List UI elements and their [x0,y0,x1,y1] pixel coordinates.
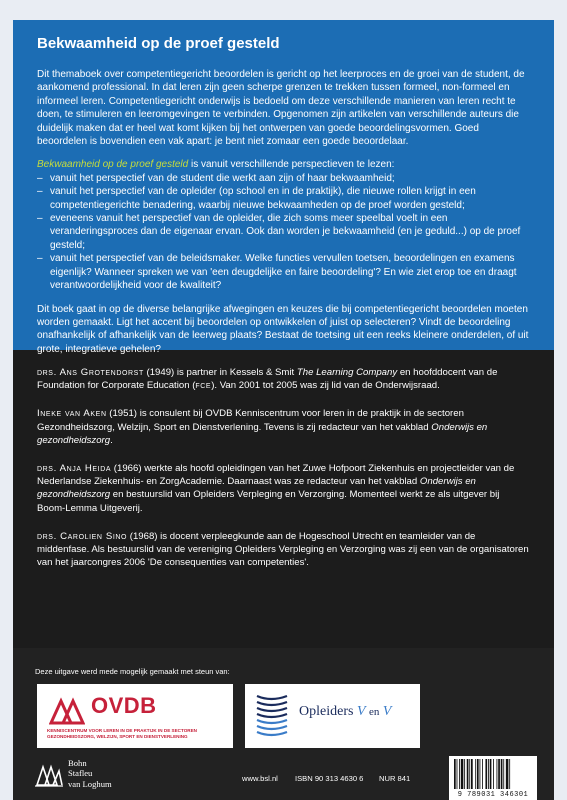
opleiders-logo [245,684,420,748]
author-abbr: fce [195,380,212,392]
perspectives-list [37,172,530,293]
ovdb-name: OVDB [91,693,157,718]
blurb-panel [13,20,554,355]
ovdb-subtitle [47,728,227,739]
author-year: (1968) [127,530,161,542]
author-name: Ineke van Aken [37,408,107,420]
author-name: drs. Anja Heida [37,463,112,475]
author-name: drs. Carolien Sino [37,530,128,542]
book-back-cover [13,20,554,800]
list-dash: – [37,172,43,184]
author-text: is consulent bij OVDB Kenniscentrum voor leren in de praktijk in de sectoren Gezondheidszorg, Welzijn, Sport en Dienstverlening. Tevens is zij redacteur van het vakblad [37,408,464,433]
author-bio-van-aken [37,407,530,447]
footer-panel [13,648,554,800]
author-year: (1951) [106,408,140,420]
list-dash: – [37,186,43,198]
author-text: is partner in Kessels & Smit [176,367,297,378]
publisher-line: Bohn [68,758,87,768]
opleiders-v: V [382,704,392,719]
list-item-text: vanuit het perspectief van de beleidsmaker. Welke functies vervullen toetsen, beoordelingen en examens eigenlijk? Wanneer spreken we van 'een deugdelijke en faire beoordeling'? En wie ziet erop toe en draagt verantwoordelijkheid voor de kwaliteit? [50,253,517,292]
list-item-text: vanuit het perspectief van de student die werkt aan zijn of haar bekwaamheid; [50,172,395,184]
perspectives-lead [37,158,530,171]
closing-paragraph: Dit boek gaat in op de diverse belangrijke afwegingen en keuzes die bij competentiegericht beoordelen moeten worden gemaakt. Ligt het accent bij beoordelen op ontwikkelen of juist op selecteren? Vindt de beoordeling onafhankelijk of afhankelijk van de leerweg plaats? Bestaat de toetsing uit een reeks kleinere onderdelen, of uit grote, integratieve gehelen? [37,303,529,355]
author-name: drs. Ans Grotendorst [37,367,144,378]
opleiders-en: en [369,706,380,718]
list-item-text: eveneens vanuit het perspectief van de opleider, die zich soms meer speelbal voelt in een veranderingsproces dan de eigenaar ervan. Ook dan worden je bekwaamheid (en je geduld...) op de proef gesteld; [50,213,521,251]
intro-paragraph: Dit themaboek over competentiegericht beoordelen is gericht op het leerproces en de groei van de student, de aankomend professional. In dat leren zijn geen scherpe grenzen te trekken tussen formeel, non-formeel en informeel leren. Competentiegericht onderwijs is bedoeld om deze verschillende manieren van leren recht te doen, te stimuleren en leeromgevingen te verbinden. Opgenomen zijn artikelen van verschillende auteurs die duidelijk maken dat er heel wat komt kijken bij het ontwerpen van goede beoordelingsvormen. Goed beoordelen is bovendien een vak apart: je bent niet zomaar een goede beoordelaar. [37,69,525,148]
book-title-accent: Bekwaamheid op de proef gesteld [37,159,189,171]
author-text: en bestuurslid van Opleiders Verpleging en Verzorging. Momenteel werkt ze als uitgever bij Boom-Lemma Uitgeverij. [37,489,500,514]
author-text: en hoofddocent van de Foundation for Corporate Education ( [37,367,498,392]
list-item [37,185,530,212]
author-text: werkte als hoofd opleidingen van het Zuwe Hofpoort Ziekenhuis en projectleider van de Nederlandse Ziekenhuis- en ZorgAcademie. Daarnaast was ze redacteur van het vakblad [37,463,515,488]
author-year: (1949) [143,367,177,378]
publisher-line: Stafleu [68,768,93,779]
page-title: Bekwaamheid op de proef gesteld [37,35,280,52]
ovdb-subtitle-line: KENNISCENTRUM VOOR LEREN IN DE PRAKTIJK IN DE SECTOREN [47,728,197,733]
list-item [37,212,530,252]
author-text: is docent verpleegkunde aan de Hogeschool Utrecht en teamleider van de middenfase. Als bestuurslid van de vereniging Opleiders Verpleging en Verzorging was zij een van de organisatoren van het jaarcongres 2006 'De consequenties van competenties'. [37,530,529,569]
opleiders-word: Opleiders [299,704,354,719]
opleiders-name [299,704,391,720]
author-year: (1966) [111,463,145,475]
list-dash: – [37,213,43,225]
publisher-name [68,758,112,789]
author-italic: Onderwijs en gezondheidszorg [37,476,476,501]
publisher-logo [35,758,155,794]
barcode [449,756,537,800]
opleiders-v: V [356,704,366,719]
publisher-line: van Loghum [68,778,112,789]
publisher-mark-icon [35,761,63,787]
opleiders-mark-icon [253,692,291,740]
barcode-bars-icon [453,759,533,789]
author-text: ). Van 2001 tot 2005 was zij lid van de Onderwijsraad. [211,380,440,392]
nur-code: NUR 841 [379,774,411,783]
authors-panel [13,350,554,650]
author-bio-sino [37,530,530,570]
ovdb-mark-icon [49,697,85,725]
list-dash: – [37,253,43,265]
list-item [37,172,530,185]
list-item [37,252,530,292]
author-italic: Onderwijs en gezondheidszorg [37,421,488,446]
ovdb-subtitle-line: GEZONDHEIDSZORG, WELZIJN, SPORT EN DIENSTVERLENING [47,733,188,739]
author-bio-heida [37,462,530,515]
ovdb-logo [37,684,233,748]
website-link[interactable]: www.bsl.nl [242,774,278,783]
author-italic: The Learning Company [296,367,398,378]
isbn: ISBN 90 313 4630 6 [295,774,364,783]
author-text: . [110,434,113,446]
barcode-digits: 9 789031 346301 [457,791,529,799]
author-bio-grotendorst [37,366,530,392]
perspectives-lead-text: is vanuit verschillende perspectieven te lezen: [188,159,395,171]
list-item-text: vanuit het perspectief van de opleider (op school en in de praktijk), die nieuwe rollen krijgt in een competentiegerichte benadering, waarbij nieuwe bekwaamheden op de proef worden gesteld; [50,186,476,211]
support-text: Deze uitgave werd mede mogelijk gemaakt met steun van: [35,667,230,676]
